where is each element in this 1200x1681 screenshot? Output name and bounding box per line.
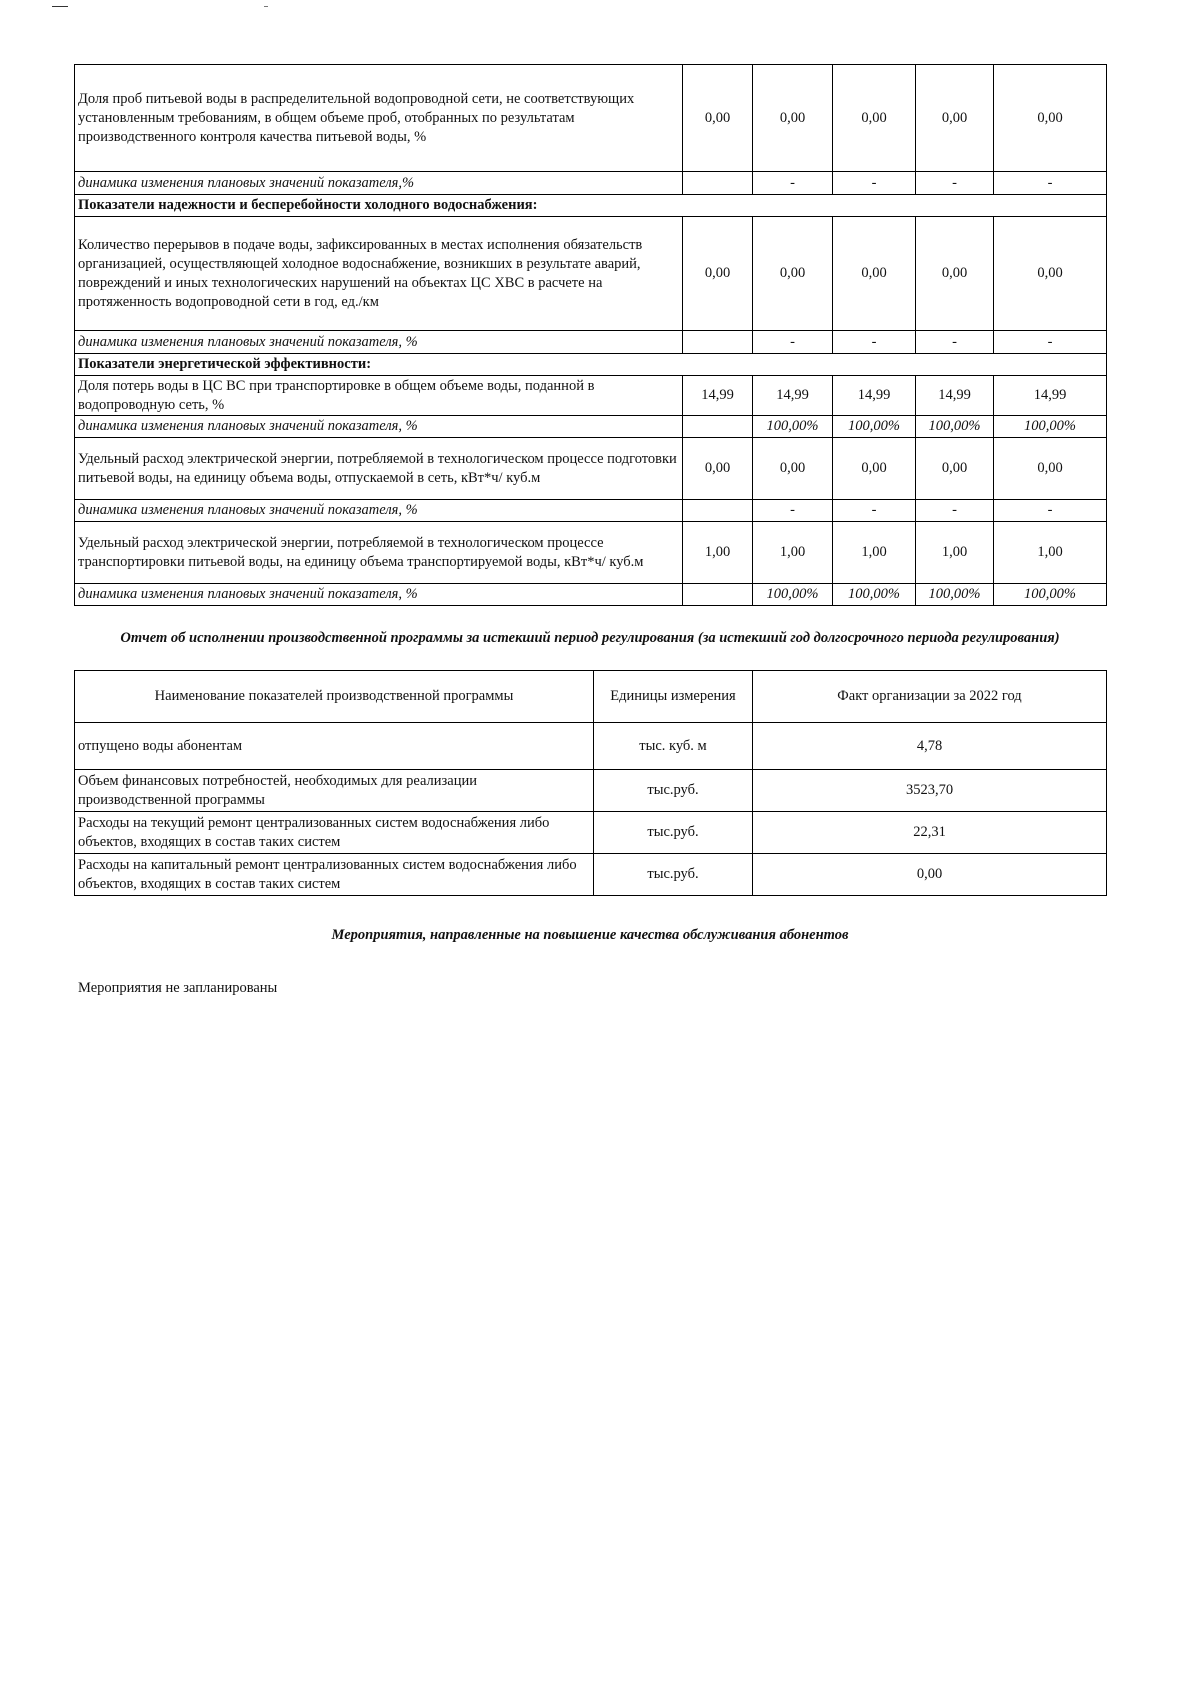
dynamics-label: динамика изменения плановых значений показателя, % bbox=[75, 416, 683, 438]
indicator-label: Доля потерь воды в ЦС ВС при транспортировке в общем объеме воды, поданной в водопроводную сеть, % bbox=[75, 376, 683, 416]
fact-value-cell: 4,78 bbox=[753, 723, 1107, 770]
header-fact-2022: Факт организации за 2022 год bbox=[753, 671, 1107, 723]
table-row bbox=[75, 854, 1107, 896]
production-program-table bbox=[74, 670, 1107, 896]
value-cell: 100,00% bbox=[994, 584, 1107, 606]
fact-value-cell: 3523,70 bbox=[753, 770, 1107, 812]
section-row bbox=[75, 354, 1107, 376]
indicator-row bbox=[75, 217, 1107, 331]
header-units: Единицы измерения bbox=[594, 671, 753, 723]
value-cell bbox=[683, 172, 753, 195]
program-indicator-label: Объем финансовых потребностей, необходимых для реализации производственной программы bbox=[75, 770, 594, 812]
value-cell: 100,00% bbox=[753, 416, 833, 438]
value-cell: 0,00 bbox=[753, 65, 833, 172]
value-cell: 1,00 bbox=[753, 522, 833, 584]
measures-caption: Мероприятия, направленные на повышение качества обслуживания абонентов bbox=[331, 927, 849, 943]
indicator-label: Доля проб питьевой воды в распределительной водопроводной сети, не соответствующих установленным требованиям, в общем объеме проб, отобранных по результатам производственного контроля качества питьевой воды, % bbox=[75, 65, 683, 172]
report-caption: Отчет об исполнении производственной программы за истекший период регулирования (за истекший год долгосрочного периода регулирования) bbox=[120, 630, 1060, 646]
unit-cell: тыс. куб. м bbox=[594, 723, 753, 770]
value-cell: 0,00 bbox=[994, 438, 1107, 500]
program-indicator-label: Расходы на капитальный ремонт централизованных систем водоснабжения либо объектов, входящих в состав таких систем bbox=[75, 854, 594, 896]
scan-mark bbox=[52, 6, 68, 7]
value-cell: 0,00 bbox=[994, 65, 1107, 172]
value-cell: 14,99 bbox=[683, 376, 753, 416]
table-header-row bbox=[75, 671, 1107, 723]
value-cell: 1,00 bbox=[994, 522, 1107, 584]
program-indicator-label: отпущено воды абонентам bbox=[75, 723, 594, 770]
value-cell: - bbox=[833, 500, 916, 522]
value-cell: 1,00 bbox=[916, 522, 994, 584]
value-cell: - bbox=[833, 331, 916, 354]
dynamics-label: динамика изменения плановых значений показателя, % bbox=[75, 500, 683, 522]
value-cell: 14,99 bbox=[753, 376, 833, 416]
value-cell bbox=[683, 331, 753, 354]
value-cell: 100,00% bbox=[916, 584, 994, 606]
value-cell: 100,00% bbox=[994, 416, 1107, 438]
value-cell: 14,99 bbox=[994, 376, 1107, 416]
dynamics-row bbox=[75, 584, 1107, 606]
value-cell: 0,00 bbox=[683, 438, 753, 500]
indicator-label: Количество перерывов в подаче воды, зафиксированных в местах исполнения обязательств организацией, осуществляющей холодное водоснабжение, возникших в результате аварий, повреждений и иных технологических нарушений на объектах ЦС ХВС в расчете на протяженность водопроводной сети в год, ед./км bbox=[75, 217, 683, 331]
dynamics-row bbox=[75, 500, 1107, 522]
value-cell: 0,00 bbox=[683, 65, 753, 172]
value-cell: 0,00 bbox=[833, 65, 916, 172]
value-cell: - bbox=[916, 331, 994, 354]
unit-cell: тыс.руб. bbox=[594, 770, 753, 812]
unit-cell: тыс.руб. bbox=[594, 854, 753, 896]
value-cell: 0,00 bbox=[753, 217, 833, 331]
value-cell: - bbox=[916, 500, 994, 522]
value-cell bbox=[683, 416, 753, 438]
value-cell: 100,00% bbox=[916, 416, 994, 438]
unit-cell: тыс.руб. bbox=[594, 812, 753, 854]
value-cell: - bbox=[753, 500, 833, 522]
indicator-row bbox=[75, 65, 1107, 172]
indicator-row bbox=[75, 522, 1107, 584]
value-cell: 1,00 bbox=[833, 522, 916, 584]
table-row bbox=[75, 812, 1107, 854]
fact-value-cell: 0,00 bbox=[753, 854, 1107, 896]
value-cell: 0,00 bbox=[916, 217, 994, 331]
indicator-label: Удельный расход электрической энергии, потребляемой в технологическом процессе подготовки питьевой воды, на единицу объема воды, отпускаемой в сеть, кВт*ч/ куб.м bbox=[75, 438, 683, 500]
section-title: Показатели надежности и бесперебойности холодного водоснабжения: bbox=[75, 195, 1107, 217]
table-row bbox=[75, 770, 1107, 812]
indicator-row bbox=[75, 438, 1107, 500]
value-cell: - bbox=[994, 500, 1107, 522]
value-cell: - bbox=[994, 172, 1107, 195]
value-cell: 100,00% bbox=[833, 584, 916, 606]
indicator-row bbox=[75, 376, 1107, 416]
fact-value-cell: 22,31 bbox=[753, 812, 1107, 854]
value-cell: - bbox=[833, 172, 916, 195]
value-cell: - bbox=[753, 172, 833, 195]
program-indicator-label: Расходы на текущий ремонт централизованных систем водоснабжения либо объектов, входящих в состав таких систем bbox=[75, 812, 594, 854]
value-cell: 0,00 bbox=[753, 438, 833, 500]
value-cell: - bbox=[916, 172, 994, 195]
measures-text: Мероприятия не запланированы bbox=[78, 980, 278, 996]
value-cell: 100,00% bbox=[833, 416, 916, 438]
dynamics-row bbox=[75, 172, 1107, 195]
value-cell: 0,00 bbox=[683, 217, 753, 331]
value-cell: - bbox=[753, 331, 833, 354]
value-cell bbox=[683, 500, 753, 522]
indicators-table bbox=[74, 64, 1107, 606]
dynamics-label: динамика изменения плановых значений показателя,% bbox=[75, 172, 683, 195]
section-row bbox=[75, 195, 1107, 217]
value-cell: 100,00% bbox=[753, 584, 833, 606]
scan-mark bbox=[264, 6, 268, 7]
value-cell: 0,00 bbox=[833, 438, 916, 500]
table-row bbox=[75, 723, 1107, 770]
value-cell: 14,99 bbox=[916, 376, 994, 416]
dynamics-row bbox=[75, 416, 1107, 438]
header-indicator-name: Наименование показателей производственной программы bbox=[75, 671, 594, 723]
value-cell: 14,99 bbox=[833, 376, 916, 416]
value-cell: - bbox=[994, 331, 1107, 354]
dynamics-label: динамика изменения плановых значений показателя, % bbox=[75, 584, 683, 606]
indicator-label: Удельный расход электрической энергии, потребляемой в технологическом процессе транспортировки питьевой воды, на единицу объема транспортируемой воды, кВт*ч/ куб.м bbox=[75, 522, 683, 584]
value-cell: 0,00 bbox=[833, 217, 916, 331]
section-title: Показатели энергетической эффективности: bbox=[75, 354, 1107, 376]
value-cell: 0,00 bbox=[916, 438, 994, 500]
value-cell bbox=[683, 584, 753, 606]
dynamics-label: динамика изменения плановых значений показателя, % bbox=[75, 331, 683, 354]
value-cell: 0,00 bbox=[994, 217, 1107, 331]
value-cell: 1,00 bbox=[683, 522, 753, 584]
dynamics-row bbox=[75, 331, 1107, 354]
value-cell: 0,00 bbox=[916, 65, 994, 172]
